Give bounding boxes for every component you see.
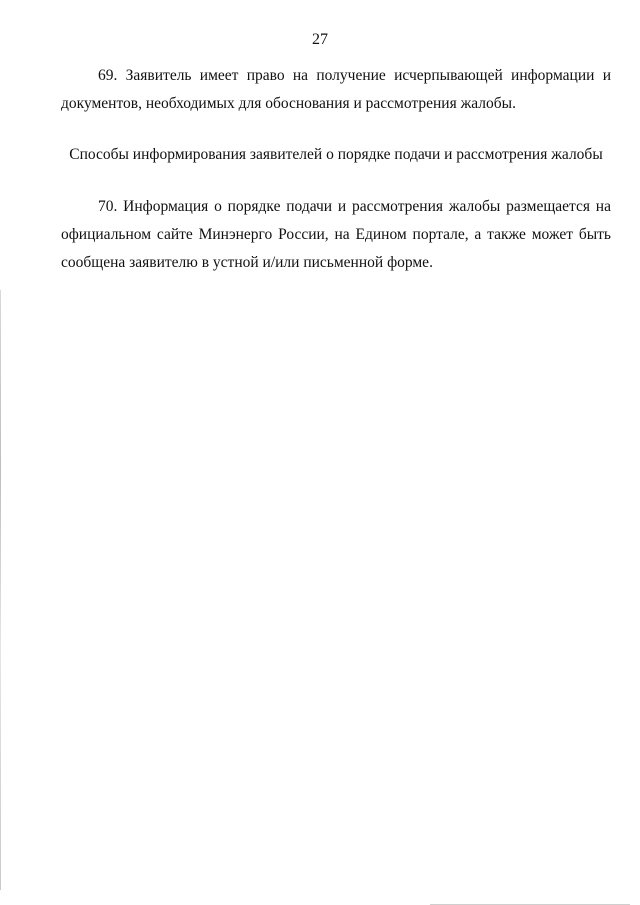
paragraph-70: [61, 193, 611, 277]
paragraph-69-line-2: документов, необходимых для обоснования и рассмотрения жалобы.: [61, 95, 516, 112]
paragraph-69-line-1: 69. Заявитель имеет право на получение исчерпывающей информации и: [98, 67, 611, 84]
paragraph-70-line-1: 70. Информация о порядке подачи и рассмотрения жалобы размещается на: [98, 198, 611, 215]
page-number: 27: [312, 31, 328, 48]
paragraph-70-line-3: сообщена заявителю в устной и/или письменной форме.: [61, 254, 433, 271]
paragraph-69: [61, 62, 611, 118]
section-heading: Способы информирования заявителей о порядке подачи и рассмотрения жалобы: [69, 146, 603, 163]
paragraph-70-line-2: официальном сайте Минэнерго России, на Едином портале, а также может быть: [61, 226, 611, 243]
scan-edge-left: [0, 290, 1, 890]
